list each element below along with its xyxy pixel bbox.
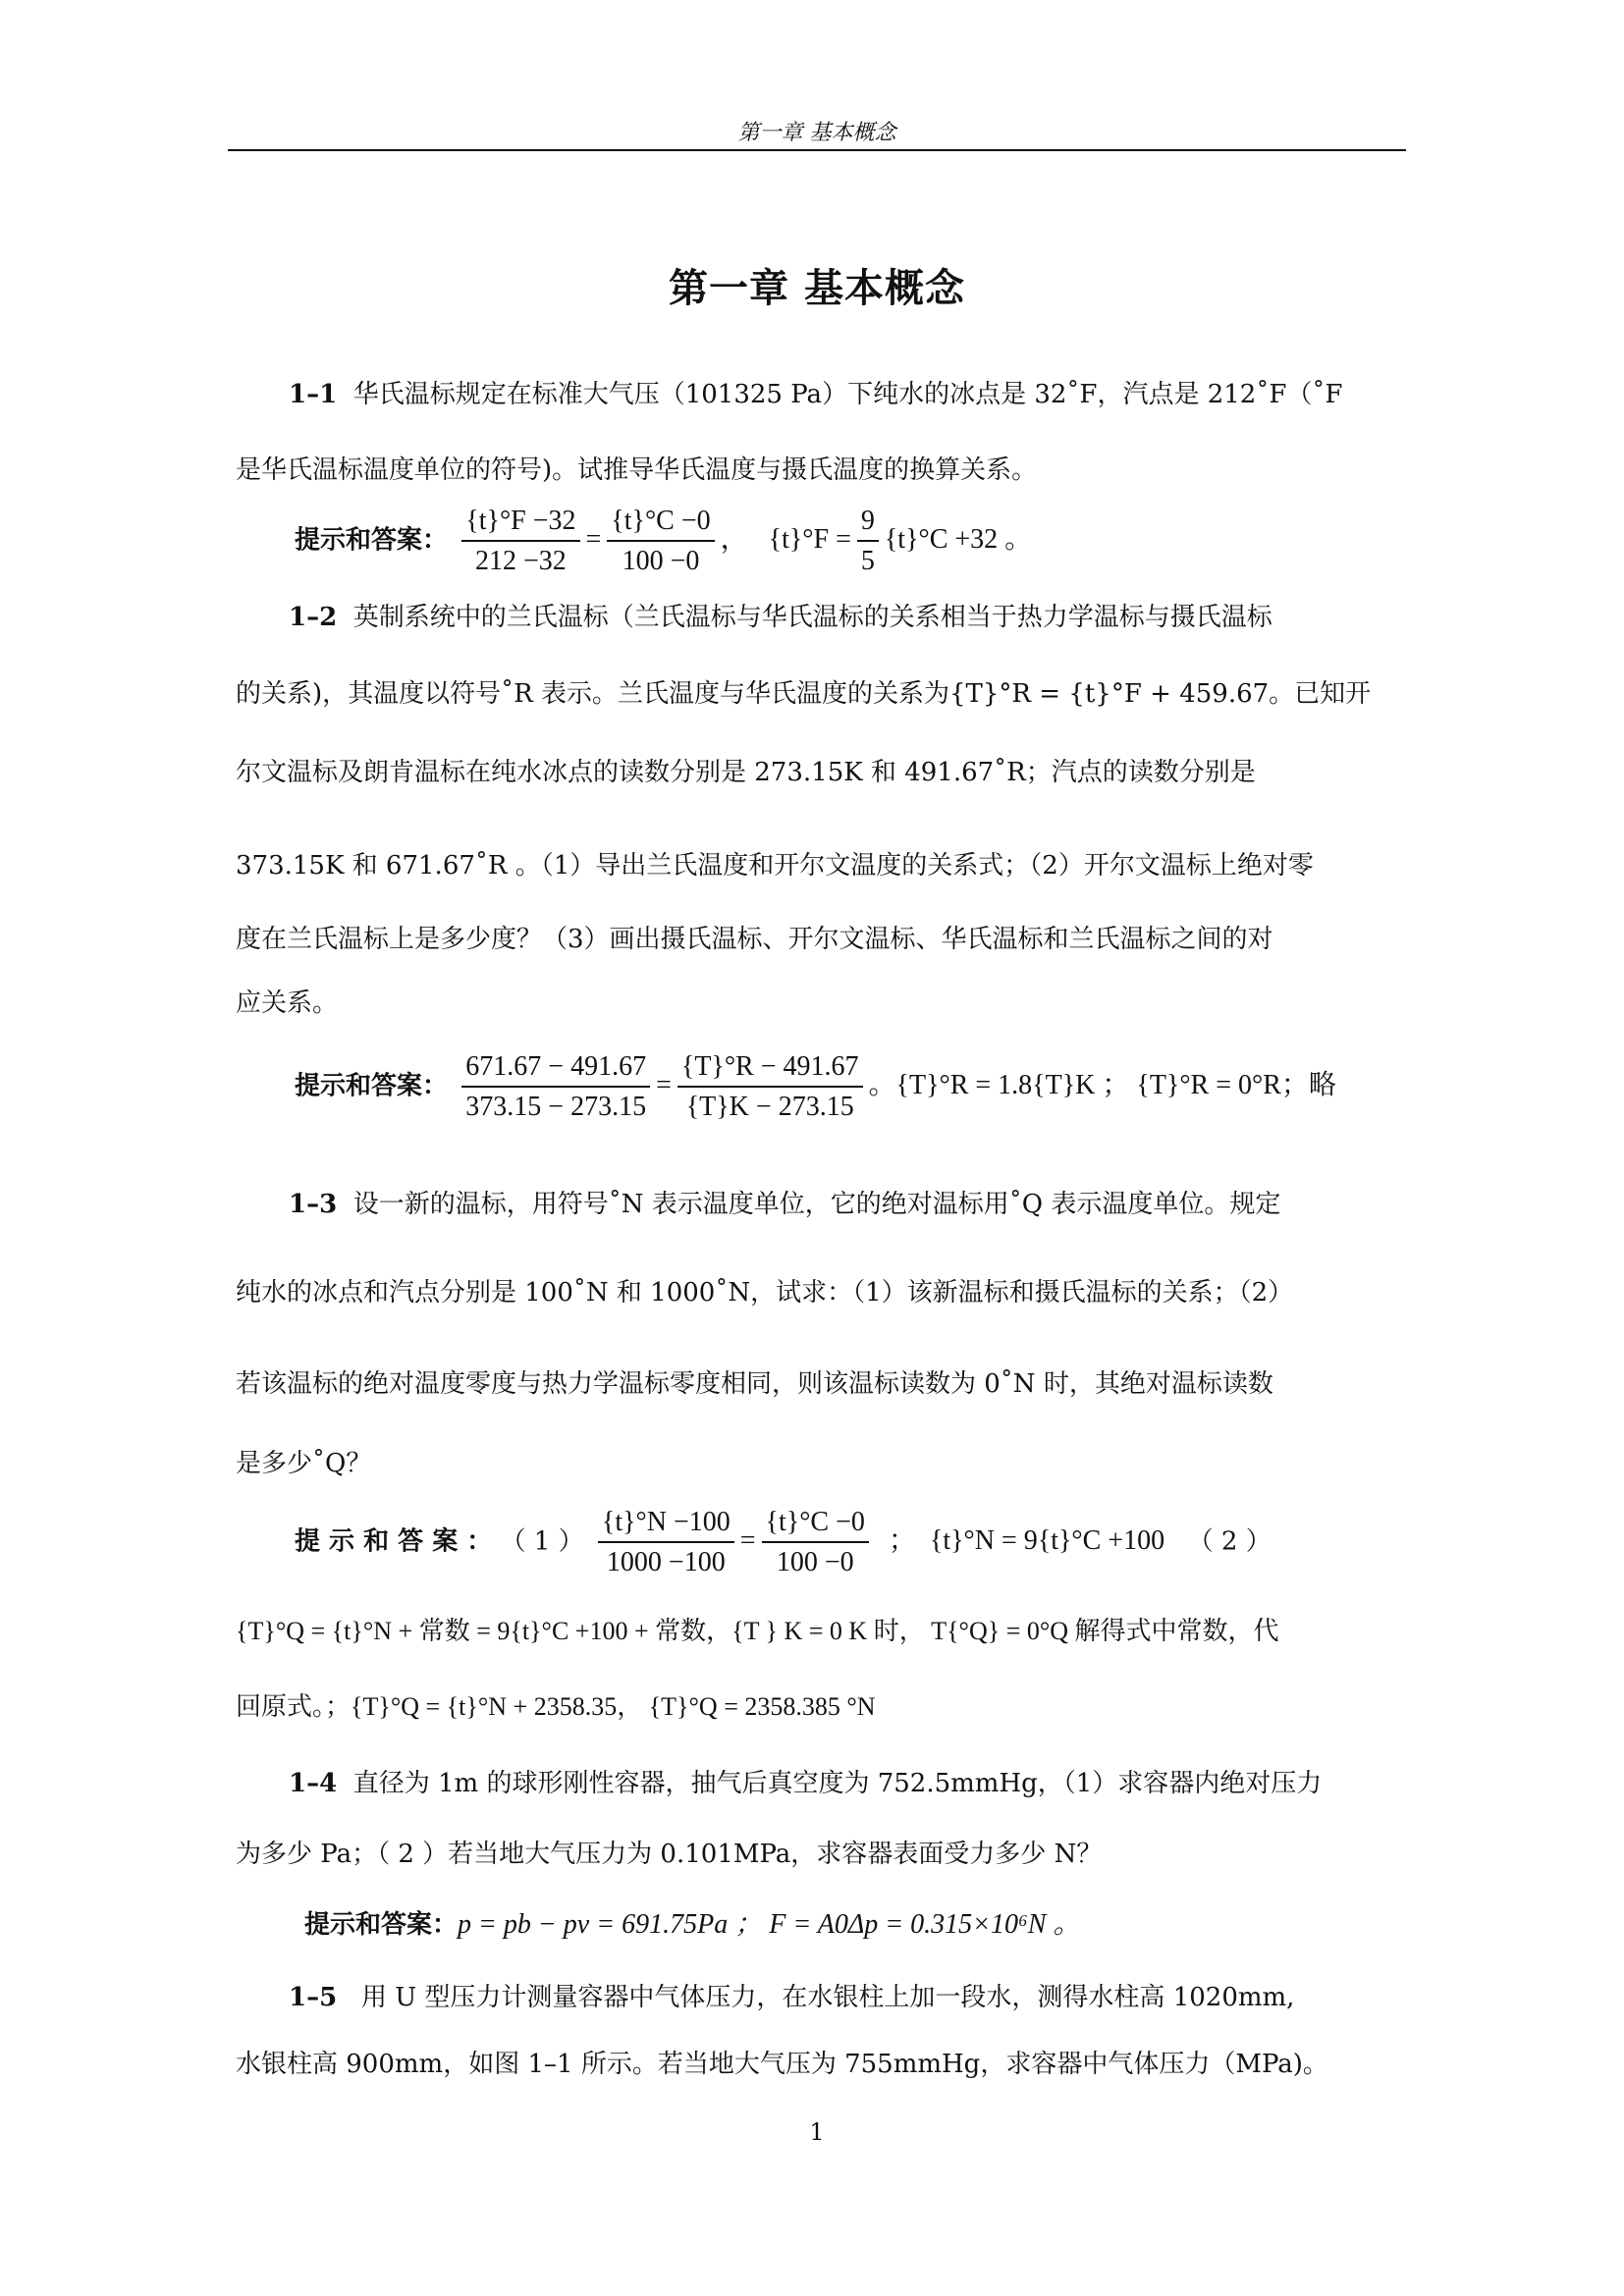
problem-1-4-line-1: 1–4 直径为 1m 的球形刚性容器，抽气后真空度为 752.5mmHg，（1）求容器内绝对压力 [289,1769,1323,1798]
problem-1-3-line-4: 是多少˚Q？ [236,1449,372,1478]
answer-1-2: 提示和答案： $\frac{671.67 - 491.67}{373.15 - 273.15}$ = $\frac{\{T\}^\circ R - 491.67}{\{T\}K - 273.15}$ 。{T}°R = 1.8{T}K ； {T}°R = 0°R；略 [236,1048,1400,1147]
problem-1-2-line-3: 尔文温标及朗肯温标在纯水冰点的读数分别是 273.15K 和 491.67˚R；汽点的读数分别是 [236,758,1256,787]
header-rule [228,149,1406,151]
fraction: $\frac{\{t\}^\circ N -100}{1000 -100}$ [598,1504,734,1582]
running-header: 第一章 基本概念 [737,121,896,145]
problem-1-2-line-4: 373.15K 和 671.67˚R 。（1）导出兰氏温度和开尔文温度的关系式；（2）开尔文温标上绝对零 [236,851,1314,881]
chapter-title: 第一章 基本概念 [669,266,965,311]
problem-1-1-line-1 [236,378,1400,411]
problem-number: 1–3 [289,1190,338,1219]
problem-1-2-line-6: 应关系。 [236,988,339,1018]
problem-1-4-line-2: 为多少 Pa；（ 2 ）若当地大气压力为 0.101MPa，求容器表面受力多少 N？ [236,1840,1103,1869]
problem-text: 华氏温标规定在标准大气压（101325 Pa）下纯水的冰点是 32˚F，汽点是 212˚F（˚F [352,380,1343,409]
fraction: $\frac{671.67 - 491.67}{373.15 - 273.15}$ [461,1048,650,1127]
answer-1-4: 提示和答案：p = pb − pv = 691.75Pa ； F = A0Δp = 0.315×10⁶N 。 [304,1909,1081,1940]
problem-1-2-line-2: 的关系)，其温度以符号˚R 表示。兰氏温度与华氏温度的关系为{T}°R = {t}°F + 459.67。已知开 [236,679,1372,709]
problem-1-3-line-2: 纯水的冰点和汽点分别是 100˚N 和 1000˚N，试求：（1）该新温标和摄氏温标的关系；（2） [236,1278,1294,1308]
page-number: 1 [809,2118,825,2146]
fraction: $\frac{9}{5}$ [857,503,879,581]
problem-1-3-line-1: 1–3 设一新的温标，用符号˚N 表示温度单位，它的绝对温标用˚Q 表示温度单位。规定 [289,1190,1281,1219]
problem-number: 1–5 [289,1983,338,2012]
answer-1-3: 提 示 和 答 案 ： （ 1 ） $\frac{\{t\}^\circ N -100}{1000 -100}$ = $\frac{\{t\}^\circ C -0}{100 -0}$ ； {t}°N = 9{t}°C +100 （ 2 ） [236,1504,1400,1598]
problem-1-5-line-1: 1–5 用 U 型压力计测量容器中气体压力，在水银柱上加一段水，测得水柱高 1020mm, [289,1983,1295,2012]
problem-1-2-line-5: 度在兰氏温标上是多少度？（3）画出摄氏温标、开尔文温标、华氏温标和兰氏温标之间的对 [236,925,1273,954]
problem-number: 1–4 [289,1769,338,1798]
fraction: $\frac{\{t\}^\circ C -0}{100 -0}$ [607,503,714,581]
hint-label: 提示和答案： [295,525,449,556]
answer-1-1: 提示和答案： $\frac{\{t\}^\circ F -32}{212 -32}$ = $\frac{\{t\}^\circ C -0}{100 -0}$ ， {t}°F = $\frac{9}{5}$ {t}°C +32 。 [236,503,1400,597]
problem-number: 1–1 [289,380,338,409]
answer-1-3-line-2: {T}°Q = {t}°N + 常数 = 9{t}°C +100 + 常数，{T } K = 0 K 时， T{°Q} = 0°Q 解得式中常数，代 [236,1617,1279,1645]
problem-1-1-line-2: 是华氏温标温度单位的符号)。试推导华氏温度与摄氏温度的换算关系。 [236,455,1038,485]
fraction: $\frac{\{t\}^\circ C -0}{100 -0}$ [762,1504,869,1582]
fraction: $\frac{\{T\}^\circ R - 491.67}{\{T\}K - 273.15}$ [677,1048,863,1127]
problem-1-3-line-3: 若该温标的绝对温度零度与热力学温标零度相同，则该温标读数为 0˚N 时，其绝对温标读数 [236,1369,1273,1399]
answer-1-3-line-3: 回原式。；{T}°Q = {t}°N + 2358.35， {T}°Q = 2358.385 °N [236,1692,876,1721]
hint-label: 提示和答案： [295,1071,449,1101]
hint-label: 提示和答案： [304,1910,459,1940]
hint-label: 提 示 和 答 案 ： [295,1526,493,1557]
fraction: $\frac{\{t\}^\circ F -32}{212 -32}$ [461,503,579,581]
problem-number: 1–2 [289,603,338,632]
problem-1-2-line-1: 1–2 英制系统中的兰氏温标（兰氏温标与华氏温标的关系相当于热力学温标与摄氏温标 [289,603,1272,632]
problem-1-5-line-2: 水银柱高 900mm，如图 1–1 所示。若当地大气压为 755mmHg，求容器中气体压力（MPa)。 [236,2050,1328,2079]
